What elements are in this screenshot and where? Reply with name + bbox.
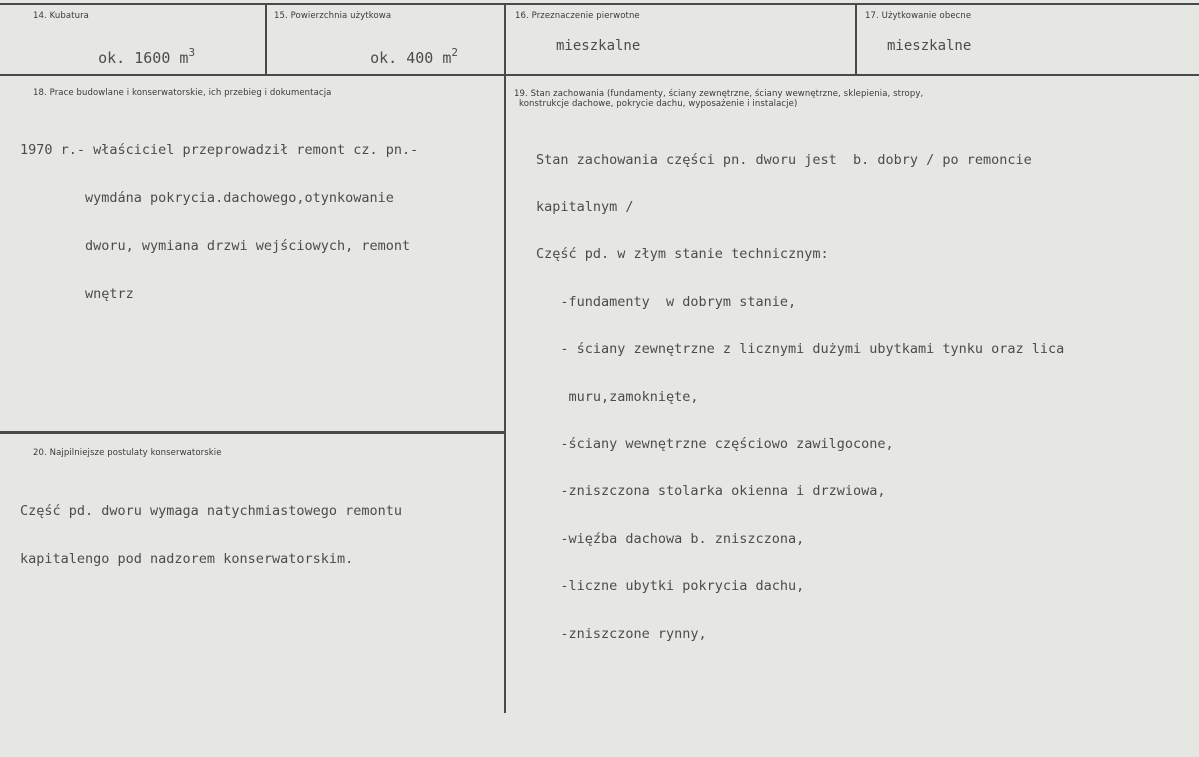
top-border-line: [0, 3, 1199, 5]
row-divider-2: [0, 431, 504, 434]
field-19-label-line: konstrukcje dachowe, pokrycie dachu, wyposażenie i instalacje): [519, 99, 798, 109]
field-19-line: -ściany wewnętrzne częściowo zawilgocone,: [536, 435, 894, 452]
field-16-value: mieszkalne: [556, 38, 641, 54]
field-15-unit-exponent: 2: [451, 46, 459, 59]
column-divider-1: [265, 3, 267, 75]
column-divider-3: [855, 3, 857, 75]
field-19-label-line: 19. Stan zachowania (fundamenty, ściany zewnętrzne, ściany wewnętrzne, sklepienia, stropy,: [514, 89, 924, 99]
field-19-line: -więźba dachowa b. zniszczona,: [536, 530, 805, 547]
field-18-label: 18. Prace budowlane i konserwatorskie, ich przebieg i dokumentacja: [33, 88, 332, 98]
field-18-text: [20, 110, 418, 334]
field-19-line: kapitalnym /: [536, 198, 634, 215]
column-divider-2: [504, 3, 506, 713]
field-20-text: [20, 471, 402, 599]
field-15-value-text: ok. 400 m: [370, 49, 452, 67]
field-19-line: Stan zachowania części pn. dworu jest b. dobry / po remoncie: [536, 151, 1032, 168]
field-19-line: - ściany zewnętrzne z licznymi dużymi ubytkami tynku oraz lica: [536, 341, 1065, 358]
field-17-label: 17. Użytkowanie obecne: [865, 11, 972, 21]
field-18-line: wnętrz: [20, 286, 134, 302]
field-19-text: [536, 121, 1064, 674]
field-19-line: -zniszczone rynny,: [536, 625, 707, 642]
field-19-line: muru,zamoknięte,: [536, 388, 699, 405]
field-15-label: 15. Powierzchnia użytkowa: [274, 11, 392, 21]
field-19-line: -fundamenty w dobrym stanie,: [536, 293, 797, 310]
field-19-label: [514, 89, 923, 109]
field-18-line: 1970 r.- właściciel przeprowadził remont cz. pn.-: [20, 142, 419, 158]
field-18-line: wymdána pokrycia.dachowego,otynkowanie: [20, 190, 394, 206]
field-19-line: -zniszczona stolarka okienna i drzwiowa,: [536, 483, 886, 500]
field-19-line: Część pd. w złym stanie technicznym:: [536, 246, 829, 263]
field-20-line: Część pd. dworu wymaga natychmiastowego remontu: [20, 503, 403, 519]
field-18-line: dworu, wymiana drzwi wejściowych, remont: [20, 238, 411, 254]
field-16-label: 16. Przeznaczenie pierwotne: [515, 11, 640, 21]
field-20-label: 20. Najpilniejsze postulaty konserwatorskie: [33, 448, 222, 458]
field-14-unit-exponent: 3: [188, 46, 196, 59]
field-14-value: [62, 36, 195, 81]
field-14-label: 14. Kubatura: [33, 11, 89, 21]
field-17-value: mieszkalne: [887, 38, 972, 54]
field-19-line: -liczne ubytki pokrycia dachu,: [536, 578, 805, 595]
field-15-value: [334, 36, 458, 81]
field-14-value-text: ok. 1600 m: [98, 49, 189, 67]
field-20-line: kapitalengo pod nadzorem konserwatorskim.: [20, 551, 354, 567]
